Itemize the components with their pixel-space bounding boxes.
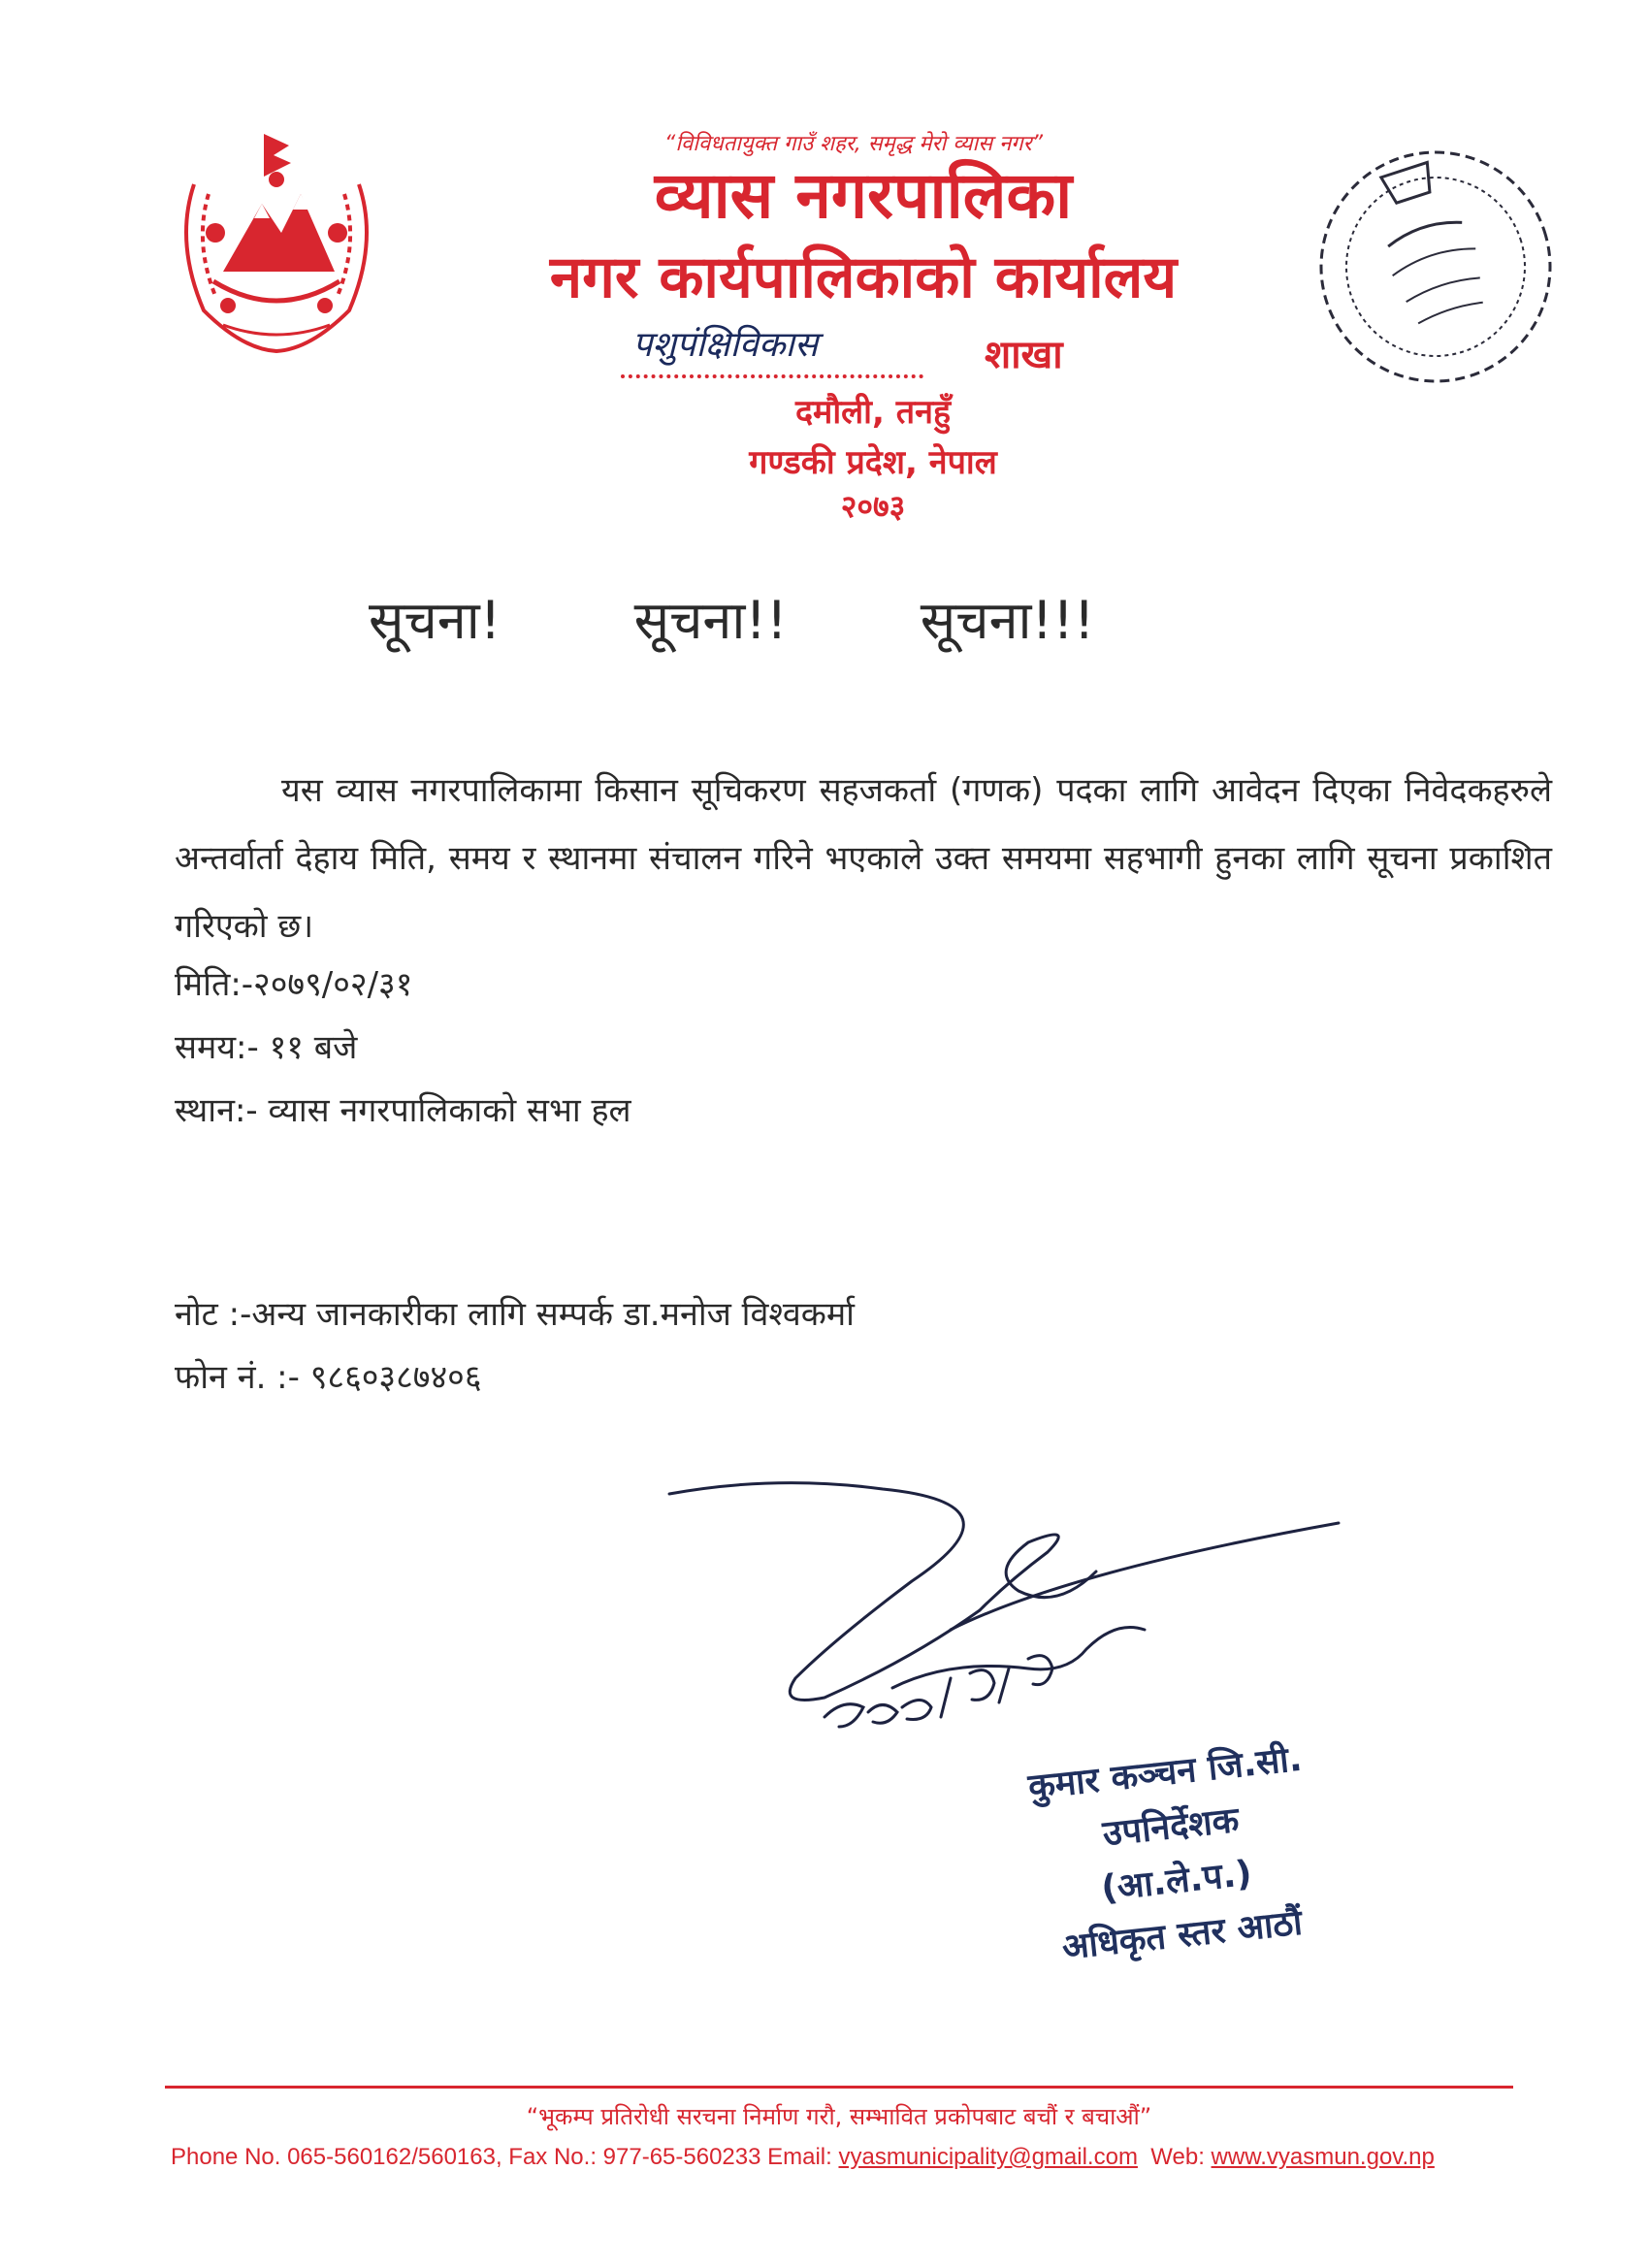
branch-line [621, 320, 1125, 378]
signatory-level: अधिकृत स्तर आठौं [1060, 1902, 1305, 1968]
signatory-service: (आ.ले.प.) [1099, 1853, 1254, 1909]
nepal-coat-of-arms-icon [155, 126, 398, 359]
footer-contact [171, 2144, 1519, 2171]
location: दमौली, तनहुँ [794, 393, 952, 432]
footer-email-link[interactable]: vyasmunicipality@gmail.com [838, 2144, 1138, 2170]
headline-word-3: सूचना!!! [920, 590, 1095, 651]
footer-quote: “भूकम्प प्रतिरोधी सरचना निर्माण गरौ, सम्भावित प्रकोपबाट बचौं र बचाऔं” [526, 2103, 1152, 2130]
signatory-block [959, 1726, 1387, 1985]
footer-website-link[interactable]: www.vyasmun.gov.np [1211, 2144, 1435, 2170]
province: गण्डकी प्रदेश, नेपाल [749, 443, 997, 482]
headline-word-1: सूचना! [369, 590, 501, 651]
notice-note: नोट :-अन्य जानकारीका लागि सम्पर्क डा.मनोज विश्वकर्मा [175, 1295, 855, 1334]
notice-date: मिति:-२०७९/०२/३१ [175, 965, 413, 1004]
letterhead-slogan: “विविधतायुक्त गाउँ शहर, समृद्ध मेरो व्यास नगर” [663, 132, 1044, 156]
footer-web-label: Web: [1150, 2144, 1205, 2170]
notice-phone: फोन नं. :- ९८६०३८७४०६ [175, 1358, 482, 1397]
office-name: नगर कार्यपालिकाको कार्यालय [549, 243, 1178, 311]
branch-label: शाखा [985, 333, 1063, 377]
footer-divider [165, 2086, 1513, 2089]
signatory-designation: उपनिर्देशक [1100, 1799, 1242, 1855]
notice-headline [369, 582, 1242, 654]
notice-venue: स्थान:- व्यास नगरपालिकाको सभा हल [175, 1091, 631, 1130]
headline-word-2: सूचना!! [633, 590, 788, 651]
established-year: २०७३ [840, 488, 906, 525]
signatory-name: कुमार कञ्चन जि.सी. [1026, 1738, 1305, 1808]
office-round-stamp-icon [1290, 126, 1581, 407]
notice-body: यस व्यास नगरपालिकामा किसान सूचिकरण सहजकर्ता (गणक) पदका लागि आवेदन दिएका निवेदकहरुले अन्तर्वार्ता देहाय मिति, समय र स्थानमा संचालन गरिने भएकाले उक्त समयमा सहभागी हुनका लागि सूचना प्रकाशित गरिएको छ। [175, 771, 1552, 946]
branch-handwritten: पशुपंक्षिविकास [621, 320, 923, 378]
notice-time: समय:- ११ बजे [175, 1028, 358, 1067]
organization-name: व्यास नगरपालिका [654, 158, 1073, 233]
footer-phone-fax: Phone No. 065-560162/560163, Fax No.: 977-65-560233 Email: [171, 2144, 832, 2170]
